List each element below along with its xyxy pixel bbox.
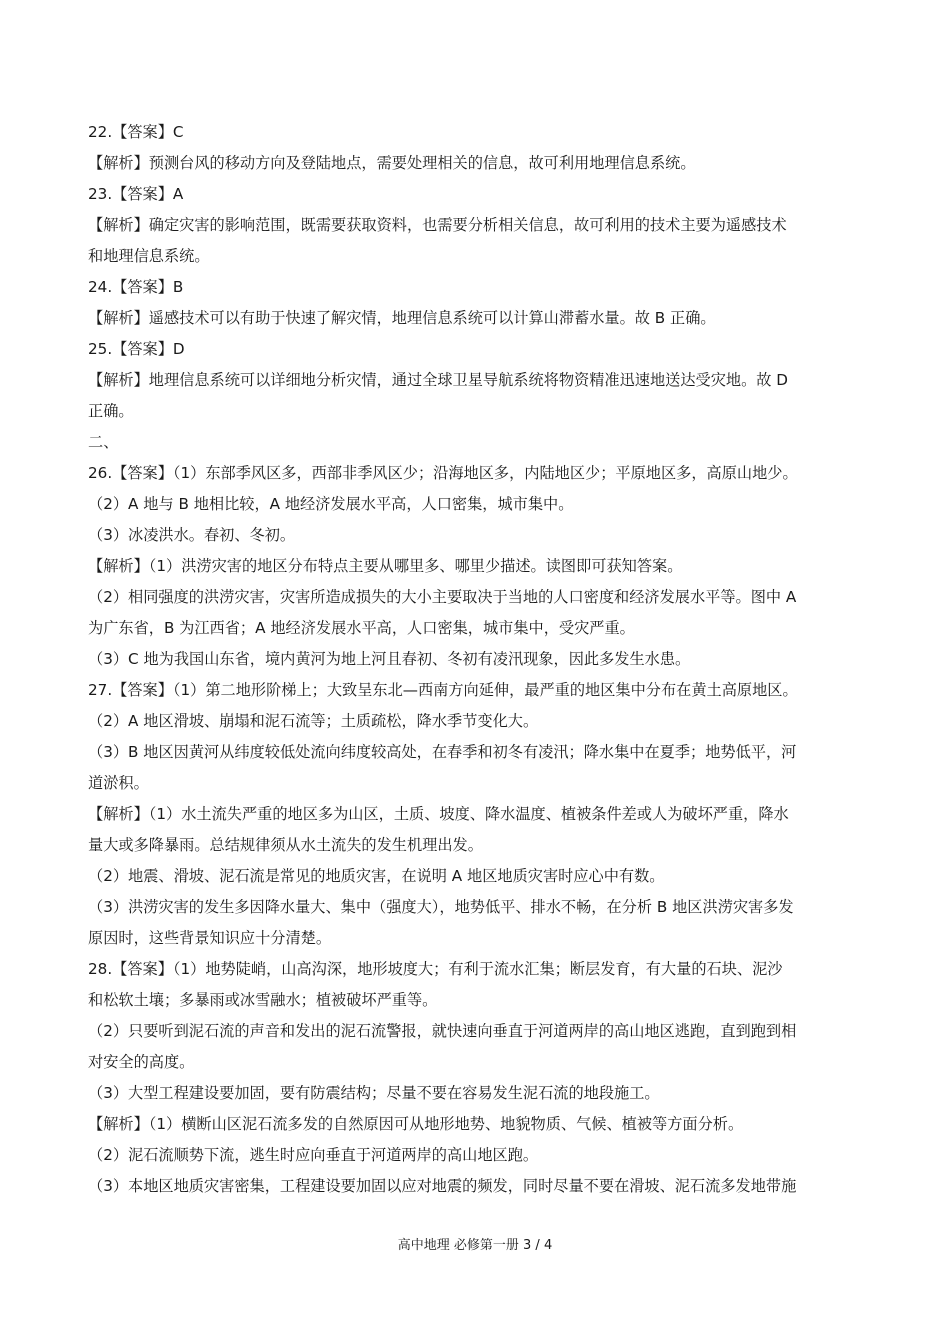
q27-answer-part2: （2）A 地区滑坡、崩塌和泥石流等；土质疏松，降水季节变化大。 <box>88 712 539 730</box>
q25-explanation: 【解析】地理信息系统可以详细地分析灾情，通过全球卫星导航系统将物资精准迅速地送达受灾地。故 D <box>88 371 788 389</box>
q28-explanation-part2: （2）泥石流顺势下流，逃生时应向垂直于河道两岸的高山地区跑。 <box>88 1146 539 1164</box>
q28-explanation-part3: （3）本地区地质灾害密集，工程建设要加固以应对地震的频发，同时尽量不要在滑坡、泥石流多发地带施 <box>88 1177 797 1195</box>
q26-answer: 26.【答案】（1）东部季风区多，西部非季风区少；沿海地区多，内陆地区少；平原地区多，高原山地少。 <box>88 464 798 482</box>
q27-explanation: 【解析】（1）水土流失严重的地区多为山区，土质、坡度、降水温度、植被条件差或人为破坏严重，降水 <box>88 805 789 823</box>
answer-content <box>88 117 872 1202</box>
q27-explanation-part3: （3）洪涝灾害的发生多因降水量大、集中（强度大），地势低平、排水不畅，在分析 B 地区洪涝灾害多发 <box>88 898 794 916</box>
q22-answer: 22.【答案】C <box>88 123 184 141</box>
q27-answer-part3-cont: 道淤积。 <box>88 774 149 792</box>
q27-explanation-part2: （2）地震、滑坡、泥石流是常见的地质灾害，在说明 A 地区地质灾害时应心中有数。 <box>88 867 665 885</box>
q26-answer-part2: （2）A 地与 B 地相比较，A 地经济发展水平高，人口密集，城市集中。 <box>88 495 574 513</box>
q28-answer-part2-cont: 对安全的高度。 <box>88 1053 195 1071</box>
q28-answer-part3: （3）大型工程建设要加固，要有防震结构；尽量不要在容易发生泥石流的地段施工。 <box>88 1084 660 1102</box>
q28-answer-cont: 和松软土壤；多暴雨或冰雪融水；植被破坏严重等。 <box>88 991 438 1009</box>
q23-answer: 23.【答案】A <box>88 185 184 203</box>
q27-answer: 27.【答案】（1）第二地形阶梯上；大致呈东北—西南方向延伸，最严重的地区集中分布在黄土高原地区。 <box>88 681 798 699</box>
q27-answer-part3: （3）B 地区因黄河从纬度较低处流向纬度较高处，在春季和初冬有凌汛；降水集中在夏季；地势低平，河 <box>88 743 797 761</box>
q26-answer-part3: （3）冰凌洪水。春初、冬初。 <box>88 526 296 544</box>
q27-explanation-part3-cont: 原因时，这些背景知识应十分清楚。 <box>88 929 331 947</box>
q27-explanation-cont: 量大或多降暴雨。总结规律须从水土流失的发生机理出发。 <box>88 836 483 854</box>
q26-explanation-part2-cont: 为广东省，B 为江西省；A 地经济发展水平高，人口密集，城市集中，受灾严重。 <box>88 619 635 637</box>
page-footer: 高中地理 必修第一册 3 / 4 <box>397 1238 553 1253</box>
q25-explanation-cont: 正确。 <box>88 402 134 420</box>
q22-explanation: 【解析】预测台风的移动方向及登陆地点，需要处理相关的信息，故可利用地理信息系统。 <box>88 154 696 172</box>
q23-explanation-cont: 和地理信息系统。 <box>88 247 210 265</box>
q28-explanation: 【解析】（1）横断山区泥石流多发的自然原因可从地形地势、地貌物质、气候、植被等方面分析。 <box>88 1115 744 1133</box>
q28-answer: 28.【答案】（1）地势陡峭，山高沟深，地形坡度大；有利于流水汇集；断层发育，有大量的石块、泥沙 <box>88 960 783 978</box>
q24-explanation: 【解析】遥感技术可以有助于快速了解灾情，地理信息系统可以计算山滞蓄水量。故 B 正确。 <box>88 309 716 327</box>
section-heading: 二、 <box>88 433 119 451</box>
q25-answer: 25.【答案】D <box>88 340 185 358</box>
q28-answer-part2: （2）只要听到泥石流的声音和发出的泥石流警报，就快速向垂直于河道两岸的高山地区逃跑，直到跑到相 <box>88 1022 797 1040</box>
q26-explanation-part3: （3）C 地为我国山东省，境内黄河为地上河且春初、冬初有凌汛现象，因此多发生水患。 <box>88 650 691 668</box>
q26-explanation: 【解析】（1）洪涝灾害的地区分布特点主要从哪里多、哪里少描述。读图即可获知答案。 <box>88 557 683 575</box>
q23-explanation: 【解析】确定灾害的影响范围，既需要获取资料，也需要分析相关信息，故可利用的技术主要为遥感技术 <box>88 216 787 234</box>
q26-explanation-part2: （2）相同强度的洪涝灾害，灾害所造成损失的大小主要取决于当地的人口密度和经济发展水平等。图中 A <box>88 588 797 606</box>
q24-answer: 24.【答案】B <box>88 278 184 296</box>
